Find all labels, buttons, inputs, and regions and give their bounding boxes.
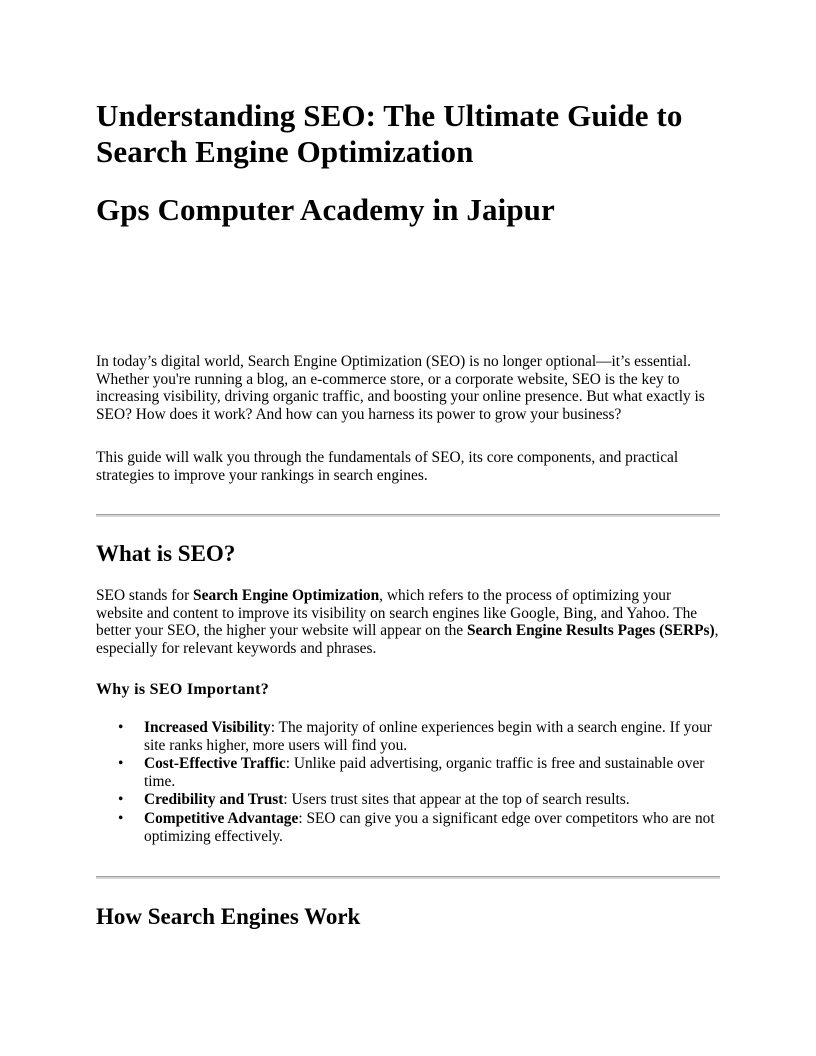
how-search-engines-work-heading: How Search Engines Work <box>96 904 361 929</box>
what-is-seo-paragraph: SEO stands for Search Engine Optimization, which refers to the process of optimizing your website and content to improve its visibility on search engines like Google, Bing, and Yahoo. The better your SEO, the higher your website will appear on the Search Engine Results Pages (SERPs), especially for relevant keywords and phrases. <box>96 587 719 657</box>
list-item-desc: : SEO can give you a significant edge over competitors who are not optimizing effectively. <box>144 809 715 845</box>
benefits-list <box>96 719 721 846</box>
why-seo-important-heading: Why is SEO Important? <box>96 681 269 698</box>
list-item-term: Credibility and Trust <box>144 791 284 809</box>
section-divider <box>96 876 720 879</box>
bullet-icon: • <box>118 755 124 773</box>
document-title: Understanding SEO: The Ultimate Guide to Search Engine Optimization <box>96 98 683 169</box>
bold-term-seo: Search Engine Optimization <box>193 587 380 604</box>
list-item-desc: : Unlike paid advertising, organic traffic is free and sustainable over time. <box>144 755 705 790</box>
list-item <box>96 810 721 845</box>
document-subtitle: Gps Computer Academy in Jaipur <box>96 192 555 227</box>
list-item-term: Competitive Advantage <box>144 809 299 827</box>
section-divider <box>96 514 720 517</box>
list-item <box>96 719 721 754</box>
list-item <box>96 755 721 790</box>
list-item <box>96 791 721 809</box>
what-is-seo-heading: What is SEO? <box>96 541 236 566</box>
list-item-desc: : The majority of online experiences begin with a search engine. If your site ranks higher, more users will find you. <box>144 719 712 754</box>
list-item-term: Cost-Effective Traffic <box>144 755 286 773</box>
bold-term-serps: Search Engine Results Pages (SERPs) <box>466 622 715 640</box>
bullet-icon: • <box>118 719 124 736</box>
bullet-icon: • <box>118 809 124 827</box>
bullet-icon: • <box>118 791 124 809</box>
intro-paragraph-1: In today’s digital world, Search Engine Optimization (SEO) is no longer optional—it’s essential. Whether you're running a blog, an e-commerce store, or a corporate website, SEO is the key to increasing visibility, driving organic traffic, and boosting your online presence. But what exactly is SEO? How does it work? And how can you harness its power to grow your business? <box>96 353 705 423</box>
list-item-desc: : Users trust sites that appear at the top of search results. <box>283 791 630 809</box>
intro-paragraph-2: This guide will walk you through the fundamentals of SEO, its core components, and practical strategies to improve your rankings in search engines. <box>96 449 679 484</box>
list-item-term: Increased Visibility <box>144 719 271 736</box>
